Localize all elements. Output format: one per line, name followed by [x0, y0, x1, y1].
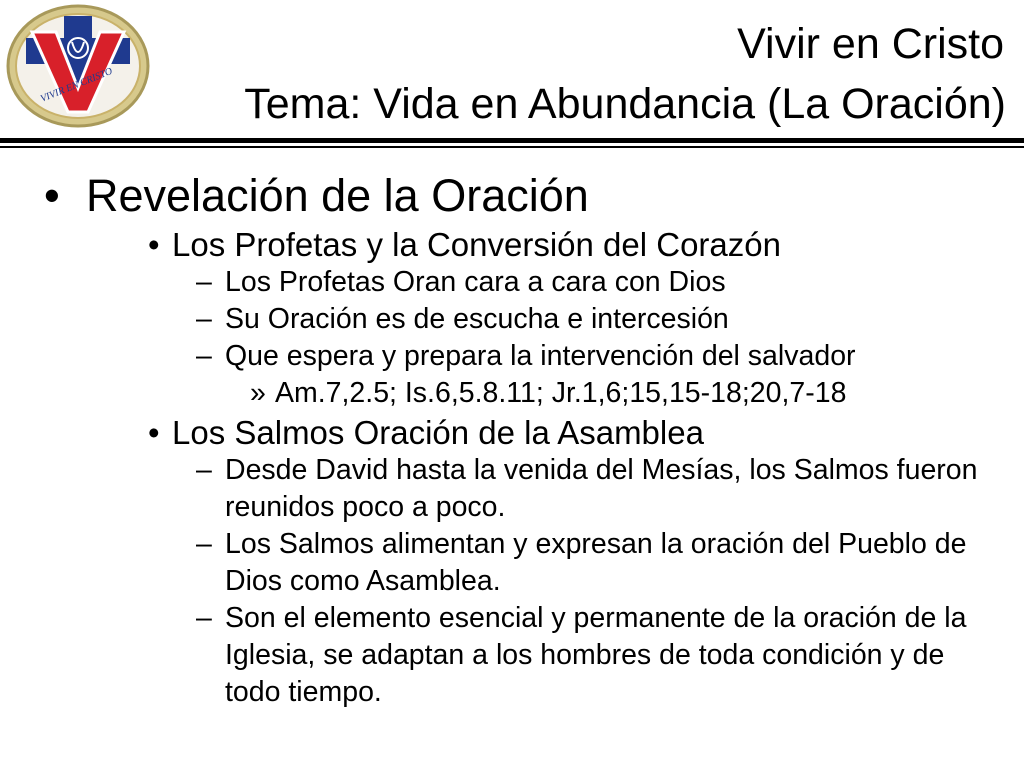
list-item [0, 526, 1024, 600]
scripture-reference [0, 375, 1024, 412]
dash-marker: – [196, 340, 212, 372]
list-item-text: Son el elemento esencial y permanente de la oración de la Iglesia, se adaptan a los hombres de toda condición y de todo tiempo. [225, 602, 967, 708]
sub-bullet-prophets [0, 226, 1024, 264]
svg-text:VIVIR EN CRISTO: VIVIR EN CRISTO [39, 65, 115, 105]
vivir-en-cristo-logo [2, 2, 152, 128]
slide-title: Vivir en Cristo [737, 20, 1004, 68]
header-rule-thick [0, 138, 1024, 143]
list-item [0, 338, 1024, 375]
dash-marker: – [196, 528, 212, 560]
list-item-text: Que espera y prepara la intervención del salvador [225, 340, 856, 372]
slide-body [0, 166, 1024, 711]
list-item [0, 600, 1024, 711]
slide-subtitle: Tema: Vida en Abundancia (La Oración) [244, 80, 1006, 128]
list-item-text: Los Profetas Oran cara a cara con Dios [225, 266, 726, 298]
bullet-main-text: Revelación de la Oración [86, 170, 589, 221]
dash-marker: – [196, 454, 212, 486]
bullet-marker: • [148, 414, 160, 451]
dash-marker: – [196, 303, 212, 335]
list-item [0, 264, 1024, 301]
list-item-text: Los Salmos alimentan y expresan la oración del Pueblo de Dios como Asamblea. [225, 528, 967, 597]
dash-marker: – [196, 266, 212, 298]
list-item [0, 301, 1024, 338]
list-item-text: Su Oración es de escucha e intercesión [225, 303, 729, 335]
sub-bullet-psalms [0, 414, 1024, 452]
list-item [0, 452, 1024, 526]
bullet-main [0, 166, 1024, 226]
scripture-reference-text: Am.7,2.5; Is.6,5.8.11; Jr.1,6;15,15-18;20,7-18 [275, 377, 847, 409]
header-rule-thin [0, 146, 1024, 148]
list-item-text: Desde David hasta la venida del Mesías, los Salmos fueron reunidos poco a poco. [225, 454, 978, 523]
dash-marker: – [196, 602, 212, 634]
sub-bullet-text: Los Salmos Oración de la Asamblea [172, 414, 704, 451]
chevron-marker: » [250, 377, 266, 409]
bullet-marker: • [148, 226, 160, 263]
bullet-marker: • [44, 170, 60, 221]
sub-bullet-text: Los Profetas y la Conversión del Corazón [172, 226, 781, 263]
